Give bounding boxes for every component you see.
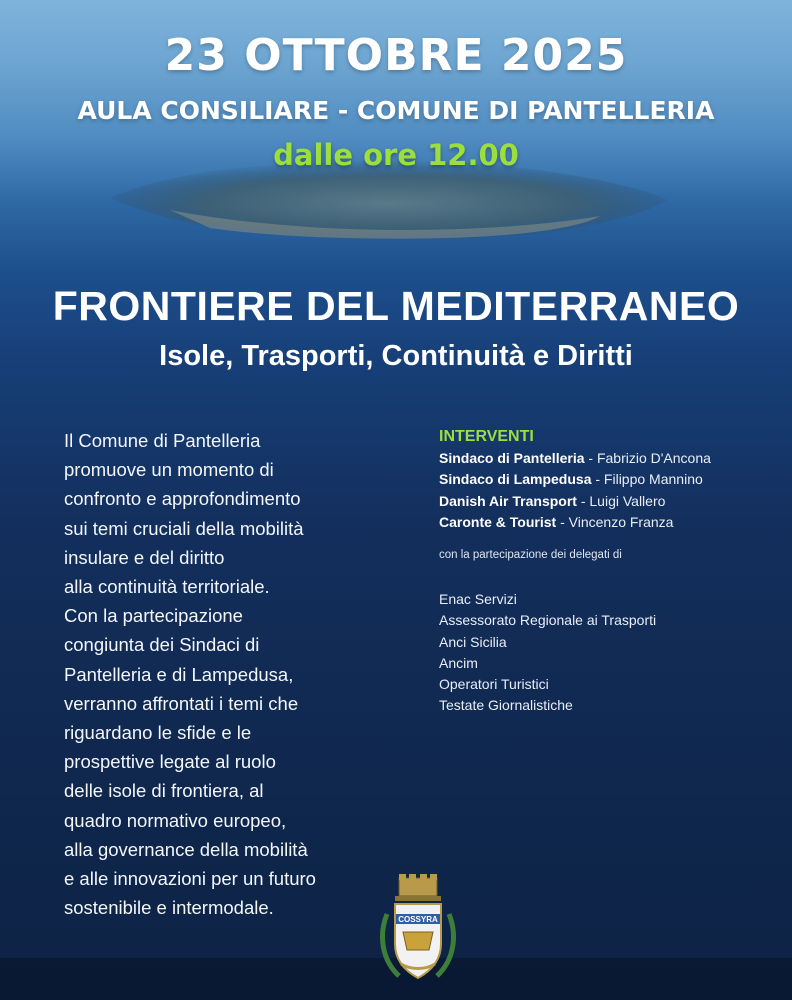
delegate-item: Assessorato Regionale ai Trasporti [439,612,657,629]
speaker-name: - Vincenzo Franza [556,513,674,530]
event-time: dalle ore 12.00 [273,138,519,172]
event-venue: AULA CONSILIARE - COMUNE DI PANTELLERIA [77,96,715,125]
delegate-item: Testate Giornalistiche [439,697,573,714]
description-line: riguardano le sfide e le [64,722,252,744]
description-line: alla continuità territoriale. [64,576,270,598]
description-line: quadro normativo europeo, [64,809,287,831]
speaker-name: - Luigi Vallero [576,492,666,509]
interventi-section [439,426,779,716]
event-title: FRONTIERE DEL MEDITERRANEO [52,283,740,329]
event-date: 23 OTTOBRE 2025 [164,30,628,81]
speaker-name: - Filippo Mannino [591,471,703,488]
speaker-item [439,491,779,512]
description-line: verranno affrontati i temi che [64,692,299,714]
description-line: confronto e approfondimento [64,488,301,510]
municipal-crest-icon [377,874,459,992]
description-line: promuove un momento di [64,459,274,481]
delegate-item: Enac Servizi [439,591,517,608]
speaker-role: Sindaco di Lampedusa [439,471,592,488]
description-line: sostenibile e intermodale. [64,897,274,919]
crest-label: COSSYRA [398,915,438,924]
event-description [64,426,394,922]
description-line: Pantelleria e di Lampedusa, [64,663,294,685]
description-line: congiunta dei Sindaci di [64,634,260,656]
delegate-item: Operatori Turistici [439,676,549,692]
speaker-role: Danish Air Transport [439,492,577,509]
speaker-role: Sindaco di Pantelleria [439,450,585,466]
speaker-item [439,448,779,469]
description-line: insulare e del diritto [64,546,225,568]
speaker-name: - Fabrizio D'Ancona [584,450,711,466]
description-line: prospettive legate al ruolo [64,751,276,773]
description-line: alla governance della mobilità [64,838,308,860]
delegate-item: Anci Sicilia [439,633,507,650]
participation-note: con la partecipazione dei delegati di [439,549,622,562]
description-line: Con la partecipazione [64,605,243,627]
delegate-item: Ancim [439,654,478,671]
description-line: delle isole di frontiera, al [64,780,264,802]
speaker-role: Caronte & Tourist [439,513,557,530]
description-line: Il Comune di Pantelleria [64,430,261,451]
speaker-item [439,512,779,533]
interventi-heading: INTERVENTI [439,428,534,445]
speaker-item [439,469,779,490]
delegates-list [439,589,779,716]
event-subtitle: Isole, Trasporti, Continuità e Diritti [159,340,633,372]
description-line: sui temi cruciali della mobilità [64,517,304,539]
description-line: e alle innovazioni per un futuro [64,868,316,890]
